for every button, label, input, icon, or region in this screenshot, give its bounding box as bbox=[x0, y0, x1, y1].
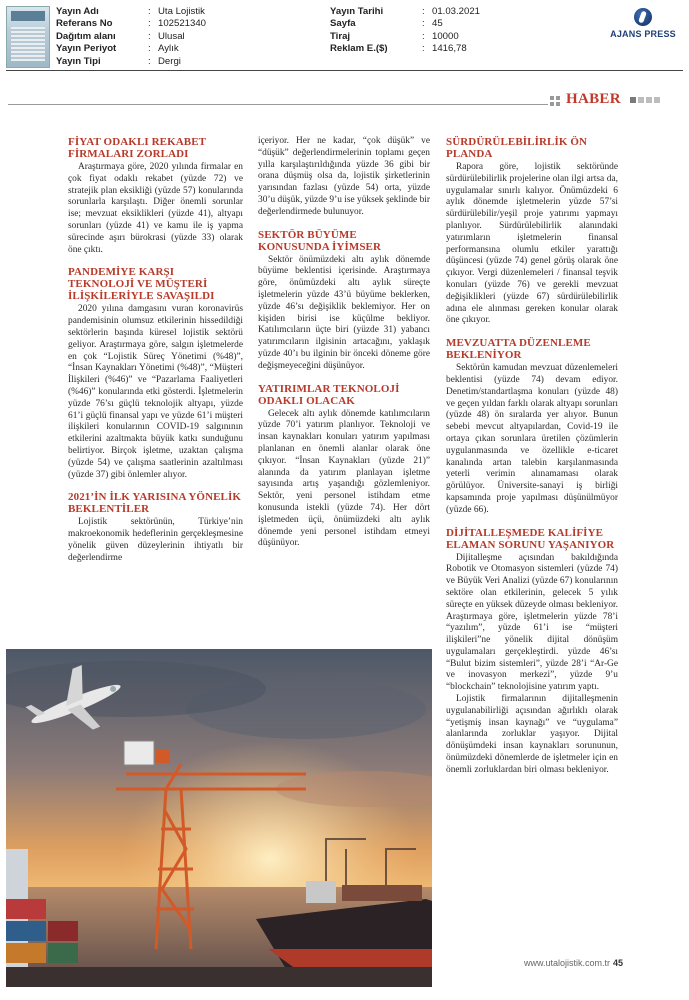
paragraph: Lojistik firmalarının dijitalleşmenin uygulanabilirliği açısından ağırlıklı olarak “yetişmiş insan kaynağı” ve “uygulama” alanlarında zorluklar yaşıyor. Dijital dönüşümdeki insan kaynakları sorununun, önümüzdeki dönemlerde de işletmeler için en önemli zorluklardan biri olması bekleniyor. bbox=[446, 694, 618, 775]
subheading: PANDEMİYE KARŞI TEKNOLOJİ VE MÜŞTERİ İLİŞKİLERİYLE SAVAŞILDI bbox=[68, 266, 215, 303]
paragraph: Sektör önümüzdeki altı aylık dönemde büyüme beklentisi içerisinde. Araştırmaya göre, önümüzdeki altı aylık süreçte işletmelerin yüzde 43’ü büyüme beklerken, yüzde 46’sı değişiklik beklemiyor. Her on kişiden birisi ise küçülme bekliyor. Katılımcıların üçte biri (yüzde 31) yabancı yatırımcıların ilgisinin artacağını, yaklaşık yüzde 40’ı bu ilginin bir önceki döneme göre değişmeyeceğini düşünüyor. bbox=[258, 254, 430, 371]
meta-value: 102521340 bbox=[158, 18, 207, 30]
meta-separator: : bbox=[148, 55, 151, 67]
meta-label: Yayın Tarihi bbox=[330, 6, 384, 17]
clipping-meta-header bbox=[0, 0, 689, 70]
footer-url: www.utalojistik.com.tr bbox=[523, 958, 610, 968]
subheading: SÜRDÜRÜLEBİLİRLİK ÖN PLANDA bbox=[446, 136, 588, 160]
meta-label: Tiraj bbox=[330, 30, 351, 42]
meta-divider bbox=[6, 70, 683, 71]
meta-label: Yayın Tipi bbox=[56, 55, 101, 67]
meta-value: 01.03.2021 bbox=[432, 6, 481, 17]
meta-value: 45 bbox=[432, 18, 443, 30]
section-rule bbox=[8, 104, 548, 105]
meta-separator: : bbox=[422, 6, 425, 17]
meta-separator: : bbox=[422, 18, 425, 30]
subheading: 2021’İN İLK YARISINA YÖNELİK BEKLENTİLER bbox=[68, 491, 242, 516]
section-squares-icon bbox=[550, 96, 560, 106]
paragraph: Gelecek altı aylık dönemde katılımcıların yüzde 70’i yatırım planlıyor. Teknoloji ve insan kaynakları konuları yatırım yapılması planlanan en önemli alanlar olarak öne çıkıyor. “İnsan Kaynakları (yüzde 21)” alanında da yatırım planlayan işletme sayısında artış yaşandığı gözlemleniyor. Sektör, yeni personel istihdam etme konusunda istekli (yüzde 74). Her dört işletmeden üçü, önümüzdeki altı aylık dönemde yeni personel istihdam etmeyi düşünüyor. bbox=[258, 408, 430, 549]
subheading: SEKTÖR BÜYÜME KONUSUNDA İYİMSER bbox=[258, 228, 382, 253]
page-thumbnail bbox=[6, 6, 50, 68]
subheading: MEVZUATTA DÜZENLEME BEKLENİYOR bbox=[446, 337, 591, 362]
meta-row bbox=[56, 31, 206, 43]
meta-row bbox=[56, 18, 206, 30]
meta-value: Dergi bbox=[158, 55, 181, 67]
meta-left-column bbox=[56, 6, 206, 68]
logistics-port-photo bbox=[6, 649, 432, 987]
article-column-2 bbox=[258, 136, 430, 550]
subheading: FİYAT ODAKLI REKABET FİRMALARI ZORLADI bbox=[68, 136, 206, 160]
ajans-press-logo-icon bbox=[634, 8, 652, 26]
meta-row bbox=[330, 31, 480, 43]
section-title: HABER bbox=[566, 91, 621, 107]
meta-row bbox=[56, 6, 206, 18]
paragraph: içeriyor. Her ne kadar, “çok düşük” ve “düşük” değerlendirmelerinin toplamı geçen yılla karşılaştırıldığında yüzde 36 gibi bir orana düşmüş olsa da, lojistik şirketlerinin yarısından fazlası (yüzde 54) orta, yüzde 30’u düşük, yüzde 9’u ise yüksek şeklinde bir değerlendirmede bulunuyor. bbox=[258, 136, 430, 217]
meta-separator: : bbox=[422, 30, 425, 42]
meta-value: Ulusal bbox=[158, 30, 185, 42]
article-column-3 bbox=[446, 136, 618, 777]
meta-row bbox=[330, 18, 480, 30]
meta-row bbox=[56, 43, 206, 55]
page-footer bbox=[524, 958, 623, 968]
meta-separator: : bbox=[148, 18, 151, 30]
meta-separator: : bbox=[422, 43, 425, 55]
paragraph: 2020 yılına damgasını vuran koronavirüs pandemisinin olumsuz etkilerinin hissedildiği sektörlerin başında küresel lojistik sektörü geliyor. Araştırmaya göre, salgın işletmelerde en çok “Lojistik Süreç Yönetimi (%48)”, “İnsan Kaynakları Yönetimi (%48)”, “Müşteri İlişkileri (%46)” ve “Pazarlama Faaliyetleri (%46)” konularında etki gösterdi. İşletmelerin yüzde 76’sı güçlü teknolojik altyapı, yüzde 61’i güçlü finansal yapı ve yüzde 61’i müşteri ilişkileri konularının COVID-19 salgınının etkilerini azaltmakta büyük katkı sunduğunu belirtiyor. Birçok işletme, uzaktan çalışma (yüzde 54) ve çalışma saatlerinin azaltılması (yüzde 37) gibi önlemler alıyor. bbox=[68, 304, 243, 480]
subheading: YATIRIMLAR TEKNOLOJİ ODAKLI OLACAK bbox=[258, 382, 400, 407]
page-number: 45 bbox=[612, 958, 623, 968]
meta-value: 1416,78 bbox=[432, 43, 467, 55]
article-column-1 bbox=[68, 136, 243, 565]
meta-value: Uta Lojistik bbox=[158, 6, 205, 17]
ajans-press-logo bbox=[603, 8, 683, 39]
meta-value: 10000 bbox=[432, 30, 459, 42]
meta-label: Yayın Periyot bbox=[56, 43, 117, 55]
meta-value: Aylık bbox=[158, 43, 179, 55]
meta-label: Dağıtım alanı bbox=[56, 30, 116, 42]
meta-row bbox=[56, 56, 206, 68]
meta-separator: : bbox=[148, 43, 151, 55]
paragraph: Lojistik sektörünün, Türkiye’nin makroekonomik hedeflerinin gerçekleşmesine yönelik güven düzeylerinin ihtiyatlı bir değerlendirme bbox=[68, 517, 243, 563]
meta-label: Yayın Adı bbox=[56, 6, 99, 17]
meta-label: Referans No bbox=[56, 18, 113, 30]
subheading: DİJİTALLEŞMEDE KALİFİYE ELAMAN SORUNU YAŞANIYOR bbox=[446, 526, 615, 551]
meta-row bbox=[330, 43, 480, 55]
paragraph: Araştırmaya göre, 2020 yılında firmalar en çok fiyat odaklı rekabet (yüzde 72) ve stratejik plan eksikliği (yüzde 57) konularında sorunlarla karşılaştı. Diğer önemli sorunlar ise; mevzuat eksiklikleri (yüzde 41), altyapı sorunları (yüzde 41) ve kamu ile iş yapma sürecinde aşırı bürokrasi (yüzde 33) olarak öne çıktı. bbox=[68, 162, 243, 255]
meta-label: Sayfa bbox=[330, 18, 356, 30]
meta-row bbox=[330, 6, 480, 18]
meta-right-column bbox=[330, 6, 480, 56]
logo-text: AJANS PRESS bbox=[610, 29, 676, 39]
paragraph: Sektörün kamudan mevzuat düzenlemeleri beklentisi (yüzde 74) devam ediyor. Denetim/standartlaşma konuları (yüzde 48) ve geçen yıldan farklı olarak altyapı sorunları (yüzde 48) ön sıralarda yer alıyor. Bunun sebebi mevcut altyapılardan, Covid-19 ile ortaya çıkan sorunlara üretilen çözümlerin uygulanmasında ve özellikle e-ticaret kanalında artan talebin karşılanmasında yeterli verimin alınamaması olarak görülüyor. Üniversite-sanayi iş birliği kapsamında proje yapılması düşünülmüyor (yüzde 66). bbox=[446, 363, 618, 515]
meta-label: Reklam E.($) bbox=[330, 43, 388, 55]
section-dots-icon bbox=[630, 97, 660, 103]
paragraph: Dijitalleşme açısından bakıldığında Robotik ve Otomasyon sistemleri (yüzde 74) ve Büyük Veri Analizi (yüzde 67) konularının sektöre olan etkilerinin, gelecek 5 yılık süreçte en yüksek düzeyde olması bekleniyor. Araştırmaya göre, işletmelerin yüzde 78’i “yazılım”, yüzde 61’i ise “müşteri ilişkileri”ne yönelik dijital dönüşüm uygulamaları gerçekleştirdi. yüzde 46’sı “Bulut bizim sistemleri”, yüzde 28’i “Ar-Ge ve inovasyon merkezi”, yüzde 9’u “blockchain” teknolojisine yatırım yaptı. bbox=[446, 552, 618, 693]
meta-separator: : bbox=[148, 30, 151, 42]
paragraph: Rapora göre, lojistik sektöründe sürdürülebilirlik projelerine olan ilgi artsa da, uygulamalar sınırlı kalıyor. Önümüzdeki 6 aylık dönemde işletmelerin yüzde 57’si sürdürülebilir/yeşil proje yatırımı yapmayı planlıyor. Sürdürülebilirlik alanındaki yatırımların işletmelerin finansal performansına olumlu etkiler yarattığı düşüncesi (yüzde 74) genel görüş olarak öne çıkıyor. Vergi düzenlemeleri / finansal teşvik konuları (yüzde 76) ve gerekli mevzuat değişiklikleri (yüzde 67) sürdürülebilirlik adına ele alınması gereken konular olarak öne çıkıyor. bbox=[446, 162, 618, 326]
meta-separator: : bbox=[148, 6, 151, 17]
